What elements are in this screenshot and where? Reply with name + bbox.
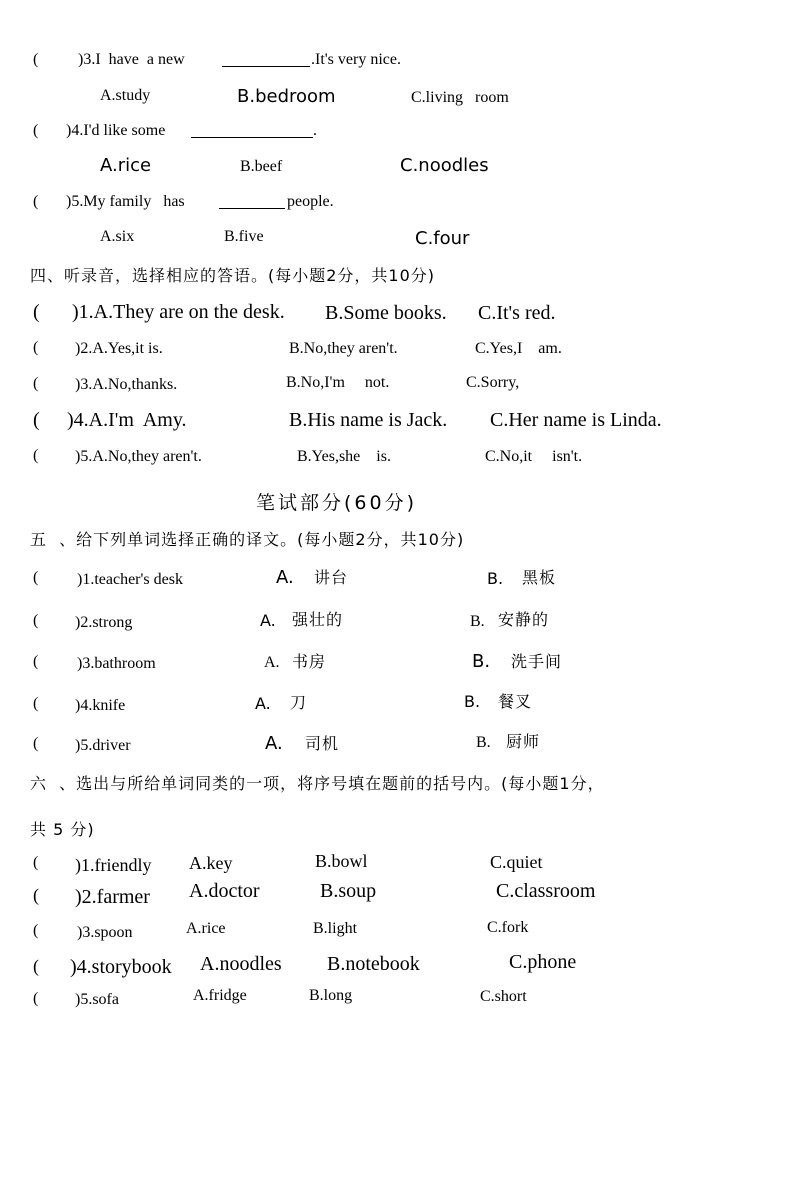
question-word: )2.strong xyxy=(75,614,133,631)
answer-paren: ( xyxy=(33,885,39,905)
option-b-label: B. xyxy=(464,692,481,711)
option-b: B.Yes,she is. xyxy=(297,448,391,465)
option-b: B.five xyxy=(224,228,264,245)
option-a-text: 司机 xyxy=(305,734,340,753)
option-c: C.classroom xyxy=(496,880,596,902)
section-heading: 六 、选出与所给单词同类的一项，将序号填在题前的括号内。(每小题1分， xyxy=(30,774,605,793)
question-row xyxy=(0,568,793,598)
option-a-text: 刀 xyxy=(290,693,308,712)
option-a: A.rice xyxy=(186,920,226,937)
option-a: A.fridge xyxy=(193,987,247,1004)
question-row xyxy=(0,446,793,476)
answer-paren: ( xyxy=(33,375,39,392)
section-5-heading-row xyxy=(0,530,793,560)
question-stem: )3.I have a new xyxy=(78,51,185,68)
option-c: C.four xyxy=(415,228,470,249)
option-b-text: 安静的 xyxy=(498,610,550,629)
section-6-heading-cont-row xyxy=(0,818,793,848)
option-a: )1.A.They are on the desk. xyxy=(72,301,285,323)
question-row xyxy=(0,951,793,981)
option-a: A.study xyxy=(100,87,151,104)
option-c: C.phone xyxy=(509,951,577,973)
option-c: C.fork xyxy=(487,919,529,936)
option-b: B.No,they aren't. xyxy=(289,340,398,357)
option-b-text: 黑板 xyxy=(522,568,557,587)
answer-paren: ( xyxy=(33,193,39,210)
option-c: C.living room xyxy=(411,89,509,106)
question-stem-end: .It's very nice. xyxy=(311,51,401,68)
option-b: B.bedroom xyxy=(237,86,336,107)
question-row xyxy=(0,408,793,438)
option-b: B.bowl xyxy=(315,851,368,871)
option-a: A.six xyxy=(100,228,135,245)
option-row xyxy=(0,227,793,257)
option-a: A.doctor xyxy=(189,880,260,902)
question-row xyxy=(0,652,793,682)
question-row xyxy=(0,733,793,763)
answer-paren: ( xyxy=(33,122,39,139)
option-row xyxy=(0,86,793,116)
question-word: )1.teacher's desk xyxy=(77,571,183,588)
option-c: C.Her name is Linda. xyxy=(490,409,662,431)
answer-paren: ( xyxy=(33,653,39,670)
answer-paren: ( xyxy=(33,447,39,464)
question-word: )2.farmer xyxy=(75,886,150,908)
question-row xyxy=(0,338,793,368)
section-heading: 四、听录音，选择相应的答语。(每小题2分，共10分) xyxy=(30,266,436,285)
option-c: C.quiet xyxy=(490,852,543,872)
option-b: B.notebook xyxy=(327,953,420,975)
option-b: B.soup xyxy=(320,880,377,902)
question-row xyxy=(0,611,793,641)
option-a-label: A. xyxy=(260,611,276,630)
question-row xyxy=(0,373,793,403)
option-a-text: 讲台 xyxy=(314,568,349,587)
answer-paren: ( xyxy=(33,695,39,712)
option-a: A.key xyxy=(189,853,233,873)
answer-paren: ( xyxy=(33,735,39,752)
option-a-label: A. xyxy=(265,733,283,754)
answer-paren: ( xyxy=(33,990,39,1007)
option-b: B.His name is Jack. xyxy=(289,409,448,431)
written-part-title: 笔试部分(60分) xyxy=(256,492,418,514)
option-a-text: 书房 xyxy=(292,652,327,671)
question-word: )3.spoon xyxy=(77,924,133,941)
option-c: C.It's red. xyxy=(478,302,556,324)
question-word: )3.bathroom xyxy=(77,655,156,672)
option-b-text: 厨师 xyxy=(506,732,541,751)
option-b: B.beef xyxy=(240,158,283,175)
answer-paren: ( xyxy=(33,922,39,939)
option-b: B.long xyxy=(309,987,353,1004)
option-b-text: 餐叉 xyxy=(498,692,533,711)
section-6-heading-row xyxy=(0,773,793,803)
question-stem: )4.I'd like some xyxy=(66,122,166,139)
option-b-label: B. xyxy=(472,651,491,672)
option-c: C.Yes,I am. xyxy=(475,340,562,357)
option-b-label: B. xyxy=(487,569,504,588)
question-row xyxy=(0,918,793,948)
answer-paren: ( xyxy=(33,409,40,431)
answer-blank xyxy=(191,123,313,138)
option-c: C.short xyxy=(480,988,527,1005)
question-stem-end: . xyxy=(313,122,317,139)
answer-paren: ( xyxy=(33,956,39,976)
option-b: B.Some books. xyxy=(325,302,447,324)
question-row xyxy=(0,121,793,151)
question-word: )1.friendly xyxy=(75,855,152,875)
option-a: )2.A.Yes,it is. xyxy=(75,340,163,357)
answer-paren: ( xyxy=(33,51,39,68)
question-row xyxy=(0,50,793,80)
answer-paren: ( xyxy=(33,569,39,586)
answer-paren: ( xyxy=(33,612,39,629)
option-b-label: B. xyxy=(476,734,491,751)
answer-paren: ( xyxy=(33,854,39,871)
option-c: C.noodles xyxy=(400,155,489,176)
option-a-label: A. xyxy=(276,567,294,588)
question-stem-end: people. xyxy=(287,193,334,210)
question-stem: )5.My family has xyxy=(66,193,185,210)
question-word: )4.storybook xyxy=(70,956,172,978)
question-word: )5.sofa xyxy=(75,991,119,1008)
option-a: A.noodles xyxy=(200,953,282,975)
question-row xyxy=(0,192,793,222)
question-word: )5.driver xyxy=(75,737,131,754)
option-a: )3.A.No,thanks. xyxy=(75,376,178,393)
option-b-text: 洗手间 xyxy=(511,652,563,671)
question-row xyxy=(0,693,793,723)
question-row xyxy=(0,880,793,910)
question-row xyxy=(0,851,793,881)
option-c: C.Sorry, xyxy=(466,374,520,391)
option-a: )4.A.I'm Amy. xyxy=(67,409,187,431)
question-row xyxy=(0,300,793,330)
section-heading-cont: 共 5 分) xyxy=(30,820,95,839)
question-row xyxy=(0,986,793,1016)
option-a: A.rice xyxy=(100,155,152,176)
option-a: )5.A.No,they aren't. xyxy=(75,448,202,465)
question-word: )4.knife xyxy=(75,697,126,714)
answer-paren: ( xyxy=(33,339,39,356)
option-b: B.No,I'm not. xyxy=(286,374,390,391)
section-4-heading-row xyxy=(0,265,793,295)
option-c: C.No,it isn't. xyxy=(485,448,583,465)
answer-paren: ( xyxy=(33,301,40,323)
answer-blank xyxy=(222,52,310,67)
option-row xyxy=(0,155,793,185)
section-heading: 五 、给下列单词选择正确的译文。(每小题2分，共10分) xyxy=(30,530,465,549)
option-b-label: B. xyxy=(470,613,485,630)
answer-blank xyxy=(219,194,285,209)
written-part-title-row xyxy=(0,492,793,522)
option-b: B.light xyxy=(313,920,358,937)
option-a-label: A. xyxy=(255,694,271,713)
option-a-label: A. xyxy=(264,654,280,671)
option-a-text: 强壮的 xyxy=(292,610,344,629)
